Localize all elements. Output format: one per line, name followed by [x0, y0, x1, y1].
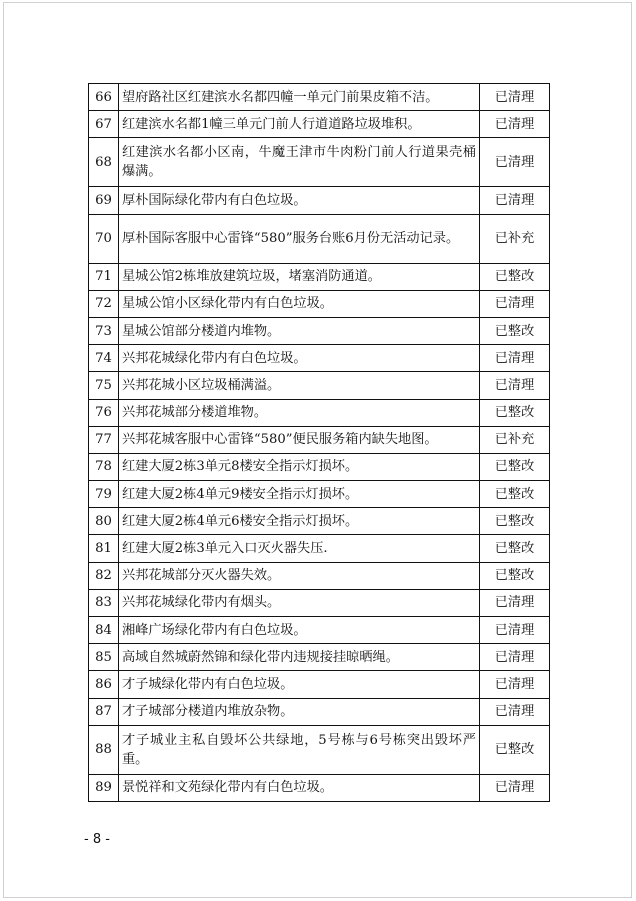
page-number: - 8 -	[84, 832, 110, 847]
status-cell: 已整改	[480, 399, 550, 426]
row-number: 79	[89, 481, 119, 508]
status-cell: 已清理	[480, 84, 550, 111]
status-cell: 已清理	[480, 187, 550, 214]
table-body	[89, 84, 550, 802]
table-row	[89, 345, 550, 372]
row-number: 75	[89, 372, 119, 399]
status-cell: 已清理	[480, 617, 550, 644]
issue-description: 兴邦花城部分楼道堆物。	[119, 399, 480, 426]
table-row	[89, 111, 550, 138]
issue-description: 兴邦花城绿化带内有白色垃圾。	[119, 345, 480, 372]
table-row	[89, 725, 550, 774]
status-cell: 已补充	[480, 426, 550, 453]
issue-description: 望府路社区红建滨水名都四幢一单元门前果皮箱不洁。	[119, 84, 480, 111]
issue-description: 红建大厦2栋3单元入口灭火器失压.	[119, 535, 480, 562]
row-number: 70	[89, 214, 119, 263]
issue-description: 兴邦花城绿化带内有烟头。	[119, 589, 480, 616]
row-number: 77	[89, 426, 119, 453]
issue-description: 厚朴国际绿化带内有白色垃圾。	[119, 187, 480, 214]
row-number: 66	[89, 84, 119, 111]
row-number: 78	[89, 453, 119, 480]
row-number: 85	[89, 644, 119, 671]
table-row	[89, 317, 550, 344]
table-row	[89, 481, 550, 508]
row-number: 68	[89, 138, 119, 187]
issue-description: 红建滨水名都1幢三单元门前人行道道路垃圾堆积。	[119, 111, 480, 138]
row-number: 74	[89, 345, 119, 372]
status-cell: 已清理	[480, 698, 550, 725]
table-row	[89, 774, 550, 801]
table-row	[89, 671, 550, 698]
row-number: 72	[89, 290, 119, 317]
table-row	[89, 617, 550, 644]
issue-description: 才子城绿化带内有白色垃圾。	[119, 671, 480, 698]
row-number: 83	[89, 589, 119, 616]
table-row	[89, 426, 550, 453]
row-number: 89	[89, 774, 119, 801]
table-row	[89, 187, 550, 214]
table-row	[89, 644, 550, 671]
status-cell: 已清理	[480, 290, 550, 317]
issue-description: 厚朴国际客服中心雷锋“580”服务台账6月份无活动记录。	[119, 214, 480, 263]
issue-description: 星城公馆部分楼道内堆物。	[119, 317, 480, 344]
status-cell: 已清理	[480, 671, 550, 698]
row-number: 82	[89, 562, 119, 589]
table-row	[89, 214, 550, 263]
row-number: 84	[89, 617, 119, 644]
table-row	[89, 399, 550, 426]
issue-description: 星城公馆小区绿化带内有白色垃圾。	[119, 290, 480, 317]
table-row	[89, 589, 550, 616]
row-number: 67	[89, 111, 119, 138]
status-cell: 已整改	[480, 562, 550, 589]
issue-description: 湘峰广场绿化带内有白色垃圾。	[119, 617, 480, 644]
table-row	[89, 372, 550, 399]
issue-description: 高域自然城蔚然锦和绿化带内违规接挂晾晒绳。	[119, 644, 480, 671]
issue-description: 红建滨水名都小区南，牛魔王津市牛肉粉门前人行道果壳桶爆满。	[119, 138, 480, 187]
status-cell: 已补充	[480, 214, 550, 263]
issue-description: 红建大厦2栋4单元6楼安全指示灯损坏。	[119, 508, 480, 535]
status-cell: 已整改	[480, 317, 550, 344]
issue-description: 星城公馆2栋堆放建筑垃圾，堵塞消防通道。	[119, 263, 480, 290]
row-number: 80	[89, 508, 119, 535]
status-cell: 已清理	[480, 372, 550, 399]
status-cell: 已整改	[480, 725, 550, 774]
issue-description: 红建大厦2栋4单元9楼安全指示灯损坏。	[119, 481, 480, 508]
status-cell: 已清理	[480, 111, 550, 138]
issue-description: 兴邦花城部分灭火器失效。	[119, 562, 480, 589]
table-row	[89, 508, 550, 535]
status-cell: 已整改	[480, 535, 550, 562]
table-row	[89, 84, 550, 111]
status-cell: 已整改	[480, 481, 550, 508]
status-cell: 已清理	[480, 345, 550, 372]
status-cell: 已清理	[480, 589, 550, 616]
status-cell: 已整改	[480, 453, 550, 480]
table-row	[89, 698, 550, 725]
table-row	[89, 535, 550, 562]
issue-description: 才子城部分楼道内堆放杂物。	[119, 698, 480, 725]
issue-description: 才子城业主私自毁坏公共绿地，5号栋与6号栋突出毁坏严重。	[119, 725, 480, 774]
issue-description: 景悦祥和文苑绿化带内有白色垃圾。	[119, 774, 480, 801]
row-number: 71	[89, 263, 119, 290]
table-row	[89, 562, 550, 589]
status-cell: 已整改	[480, 263, 550, 290]
row-number: 86	[89, 671, 119, 698]
status-cell: 已清理	[480, 644, 550, 671]
status-cell: 已清理	[480, 138, 550, 187]
issue-description: 红建大厦2栋3单元8楼安全指示灯损坏。	[119, 453, 480, 480]
row-number: 69	[89, 187, 119, 214]
status-cell: 已清理	[480, 774, 550, 801]
row-number: 73	[89, 317, 119, 344]
row-number: 87	[89, 698, 119, 725]
issue-description: 兴邦花城客服中心雷锋“580”便民服务箱内缺失地图。	[119, 426, 480, 453]
table-row	[89, 453, 550, 480]
row-number: 76	[89, 399, 119, 426]
row-number: 88	[89, 725, 119, 774]
rectification-table	[88, 83, 550, 802]
issue-description: 兴邦花城小区垃圾桶满溢。	[119, 372, 480, 399]
status-cell: 已整改	[480, 508, 550, 535]
table-row	[89, 290, 550, 317]
table-row	[89, 263, 550, 290]
table-row	[89, 138, 550, 187]
row-number: 81	[89, 535, 119, 562]
